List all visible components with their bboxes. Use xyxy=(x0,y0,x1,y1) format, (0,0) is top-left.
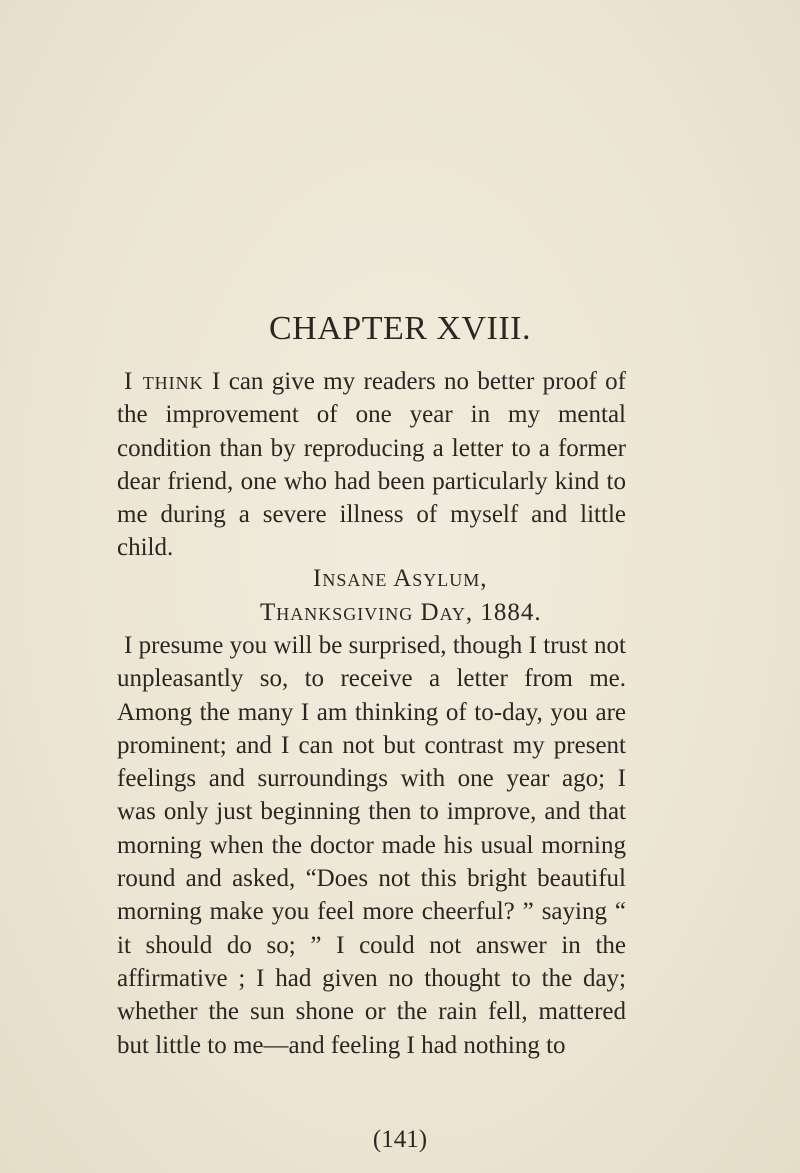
intro-paragraph xyxy=(117,365,626,565)
letter-heading-date: Thanksgiving Day, 1884. xyxy=(260,599,542,626)
page-number: (141) xyxy=(372,1126,428,1153)
letter-heading-place: Insane Asylum, xyxy=(313,565,488,592)
intro-lead-words: I think xyxy=(124,368,204,395)
intro-text: I can give my readers no better proof of the improvement of one year in my mental condition than by reproducing a letter to a former dear friend, one who had been particularly kind to me during a severe illness of myself and little child. xyxy=(117,368,627,562)
chapter-title: CHAPTER XVIII. xyxy=(269,310,531,347)
letter-body: I presume you will be surprised, though I trust not unpleasantly so, to receive a letter from me. Among the many I am thinking of to-day, you are prominent; and I can not but contrast my present feelings and surroundings with one year ago; I was only just beginning then to improve, and that morning when the doctor made his usual morning round and asked, “Does not this bright beautiful morning make you feel more cheerful? ” saying “ it should do so; ” I could not answer in the affirmative ; I had given no thought to the day; whether the sun shone or the rain fell, mattered but little to me—and feeling I had nothing to xyxy=(117,632,626,1059)
